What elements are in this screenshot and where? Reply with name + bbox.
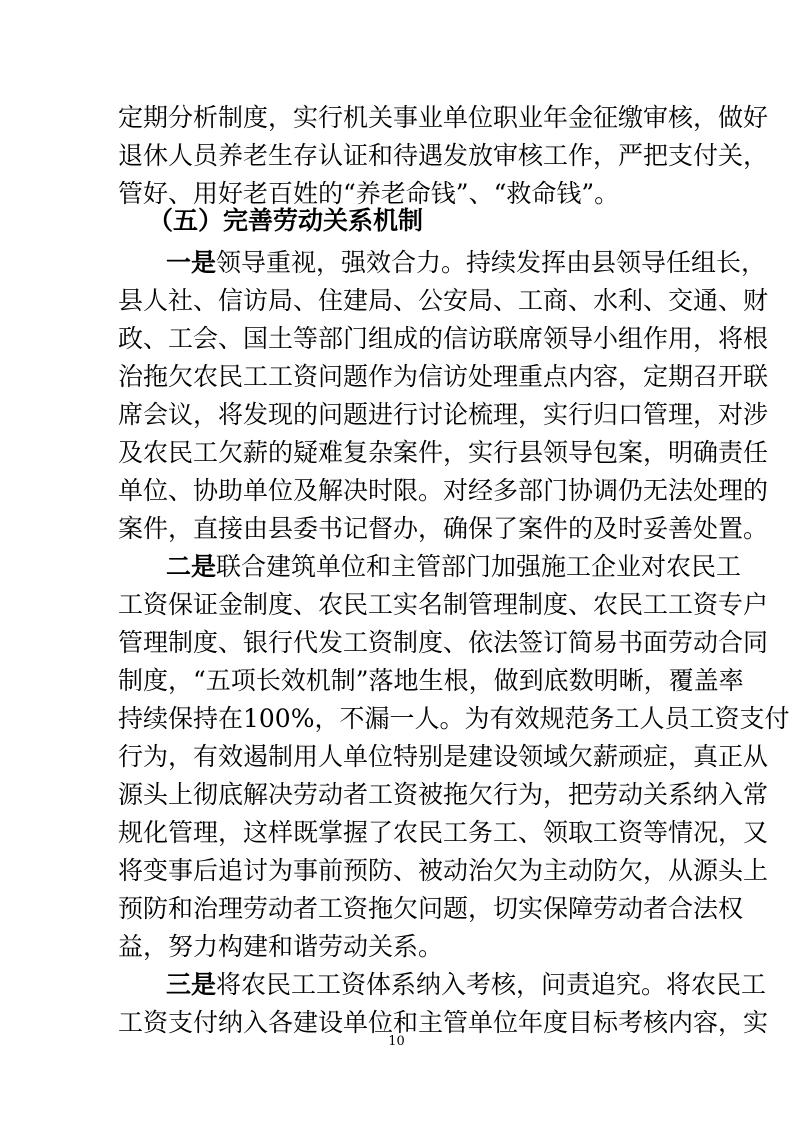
- page-number: 10: [388, 1034, 405, 1049]
- text-line: 定期分析制度，实行机关事业单位职业年金征缴审核，做好: [118, 103, 769, 132]
- text-line: 工资支付纳入各建设单位和主管单位年度目标考核内容，实: [118, 1008, 769, 1037]
- text-span: 领导重视，强效合力。持续发挥由县领导任组长，: [216, 248, 767, 277]
- section-heading: （五）完善劳动关系机制: [148, 206, 424, 235]
- paragraph-first-line: [166, 244, 767, 282]
- text-span: 联合建筑单位和主管部门加强施工企业对农民工: [216, 552, 742, 581]
- text-line: 单位、协助单位及解决时限。对经多部门协调仍无法处理的: [118, 476, 769, 505]
- text-line: 制度，“五项长效机制”落地生根，做到底数明晰，覆盖率: [118, 666, 744, 695]
- paragraph-first-line: [166, 966, 767, 1004]
- text-line: 案件，直接由县委书记督办，确保了案件的及时妥善处置。: [118, 514, 769, 543]
- text-line: 席会议，将发现的问题进行讨论梳理，实行归口管理，对涉: [118, 400, 769, 429]
- text-line: 管理制度、银行代发工资制度、依法签订简易书面劳动合同: [118, 628, 769, 657]
- text-line: 益，努力构建和谐劳动关系。: [118, 932, 444, 961]
- text-line: 治拖欠农民工工资问题作为信访处理重点内容，定期召开联: [118, 362, 769, 391]
- text-line: 退休人员养老生存认证和待遇发放审核工作，严把支付关，: [118, 141, 769, 170]
- text-line: 源头上彻底解决劳动者工资被拖欠行为，把劳动关系纳入常: [118, 780, 769, 809]
- text-line: 持续保持在100%，不漏一人。为有效规范务工人员工资支付: [118, 704, 790, 733]
- paragraph-lead: 一是: [166, 248, 217, 277]
- text-line: 工资保证金制度、农民工实名制管理制度、农民工工资专户: [118, 590, 769, 619]
- text-line: 行为，有效遏制用人单位特别是建设领域欠薪顽症，真正从: [118, 742, 769, 771]
- paragraph-lead: 二是: [166, 552, 217, 581]
- paragraph-first-line: [166, 548, 742, 586]
- paragraph-lead: 三是: [166, 970, 217, 999]
- text-line: 及农民工欠薪的疑难复杂案件，实行县领导包案，明确责任: [118, 438, 769, 467]
- text-line: 政、工会、国土等部门组成的信访联席领导小组作用，将根: [118, 324, 769, 353]
- text-line: 县人社、信访局、住建局、公安局、工商、水利、交通、财: [118, 286, 769, 315]
- text-line: 规化管理，这样既掌握了农民工务工、领取工资等情况，又: [118, 818, 769, 847]
- text-line: 将变事后追讨为事前预防、被动治欠为主动防欠，从源头上: [118, 856, 769, 885]
- text-span: 将农民工工资体系纳入考核，问责追究。将农民工: [216, 970, 767, 999]
- text-line: 管好、用好老百姓的“养老命钱”、“救命钱”。: [118, 179, 620, 208]
- text-line: 预防和治理劳动者工资拖欠问题，切实保障劳动者合法权: [118, 894, 744, 923]
